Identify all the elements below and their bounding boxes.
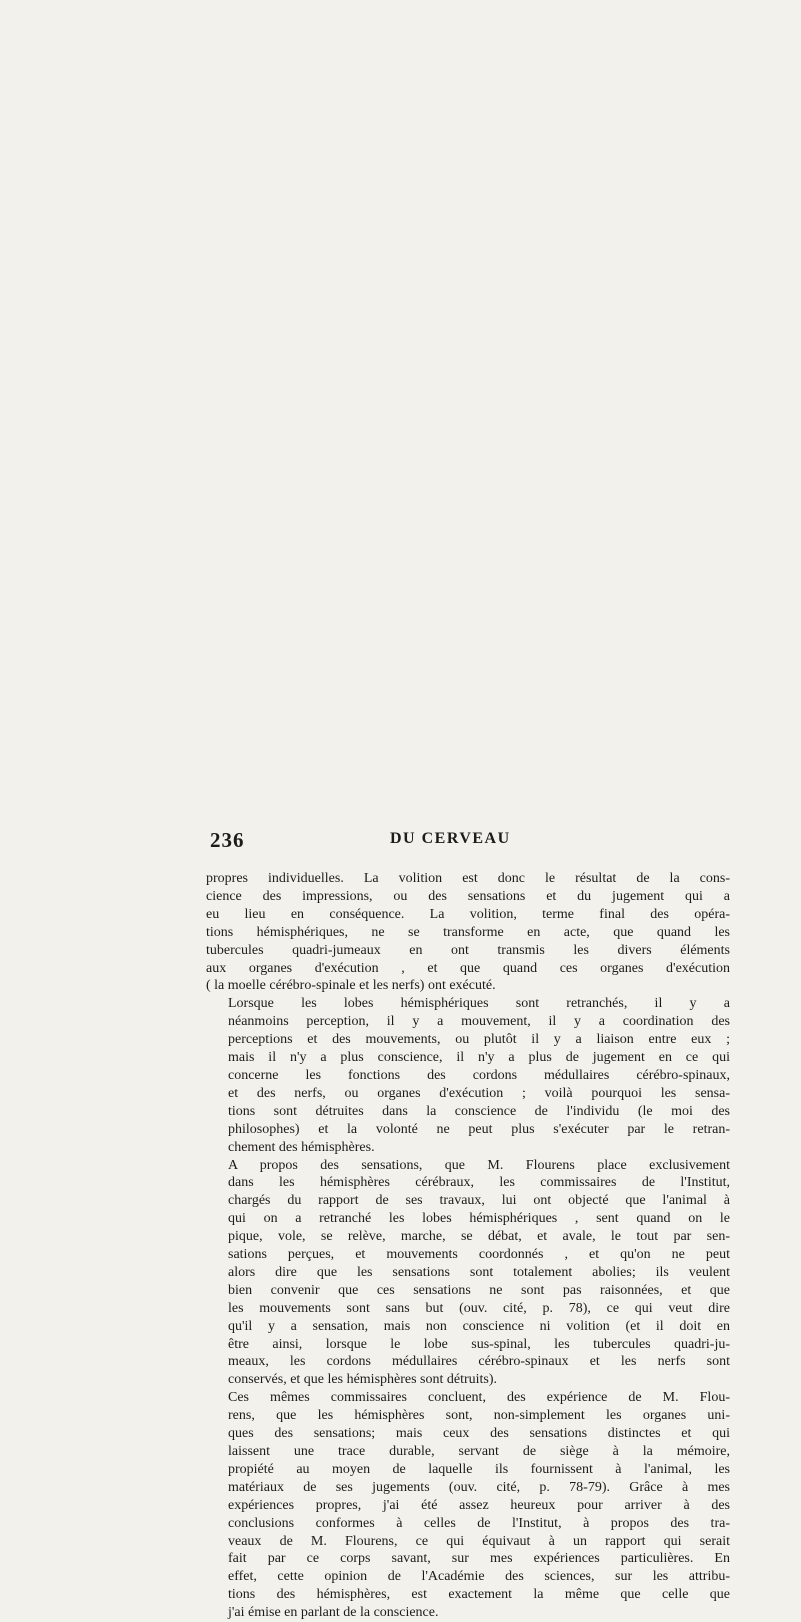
paragraph xyxy=(206,995,730,1156)
text-line: conservés, et que les hémisphères sont détruits). xyxy=(228,1372,498,1388)
text-line: ques des sensations; mais ceux des sensations distinctes et qui xyxy=(228,1426,730,1442)
text-line: Ces mêmes commissaires concluent, des expérience de M. Flou- xyxy=(228,1390,730,1406)
text-line: tions sont détruites dans la conscience de l'individu (le moi des xyxy=(228,1103,730,1119)
body-text xyxy=(206,870,730,1622)
text-line: A propos des sensations, que M. Flourens place exclusivement xyxy=(228,1157,730,1173)
text-line: cience des impressions, ou des sensations et du jugement qui a xyxy=(206,888,730,904)
text-line: philosophes) et la volonté ne peut plus s'exécuter par le retran- xyxy=(228,1121,730,1137)
text-line: perceptions et des mouvements, ou plutôt il y a liaison entre eux ; xyxy=(228,1032,730,1048)
text-line: qui on a retranché les lobes hémisphériques , sent quand on le xyxy=(228,1211,730,1227)
text-line: ( la moelle cérébro-spinale et les nerfs) ont exécuté. xyxy=(206,978,496,994)
text-line: rens, que les hémisphères sont, non-simplement les organes uni- xyxy=(228,1408,730,1424)
text-line: mais il n'y a plus conscience, il n'y a plus de jugement en ce qui xyxy=(228,1050,730,1066)
text-line: sations perçues, et mouvements coordonnés , et qu'on ne peut xyxy=(228,1247,730,1263)
text-line: meaux, les cordons médullaires cérébro-spinaux et les nerfs sont xyxy=(228,1354,730,1370)
text-line: tions hémisphériques, ne se transforme en acte, que quand les xyxy=(206,924,730,940)
text-line: propres individuelles. La volition est donc le résultat de la cons- xyxy=(206,871,730,886)
text-line: néanmoins perception, il y a mouvement, il y a coordination des xyxy=(228,1014,730,1030)
text-line: effet, cette opinion de l'Académie des sciences, sur les attribu- xyxy=(228,1569,730,1585)
paragraph xyxy=(206,1157,730,1390)
text-line: et des nerfs, ou organes d'exécution ; voilà pourquoi les sensa- xyxy=(228,1085,730,1101)
text-line: dans les hémisphères cérébraux, les commissaires de l'Institut, xyxy=(228,1175,730,1191)
text-line: être ainsi, lorsque le lobe sus-spinal, les tubercules quadri-ju- xyxy=(228,1336,730,1352)
text-line: veaux de M. Flourens, ce qui équivaut à un rapport qui serait xyxy=(228,1533,730,1549)
text-line: j'ai émise en parlant de la conscience. xyxy=(228,1605,439,1621)
page-number: 236 xyxy=(210,828,245,852)
paragraph xyxy=(206,870,730,995)
text-line: fait par ce corps savant, sur mes expériences particulières. En xyxy=(228,1551,730,1567)
text-line: Lorsque les lobes hémisphériques sont retranchés, il y a xyxy=(228,996,730,1012)
text-line: propiété au moyen de laquelle ils fournissent à l'animal, les xyxy=(228,1461,730,1477)
text-line: bien convenir que ces sensations ne sont pas raisonnées, et que xyxy=(228,1282,730,1298)
text-line: chargés du rapport de ses travaux, lui ont objecté que l'animal à xyxy=(228,1193,730,1209)
text-line: conclusions conformes à celles de l'Institut, à propos des tra- xyxy=(228,1515,730,1531)
text-line: chement des hémisphères. xyxy=(228,1139,375,1155)
text-line: alors dire que les sensations sont totalement abolies; ils veulent xyxy=(228,1264,730,1280)
running-head: DU CERVEAU xyxy=(390,830,511,847)
page-header xyxy=(210,828,730,858)
text-line: matériaux de ses jugements (ouv. cité, p. 78-79). Grâce à mes xyxy=(228,1479,730,1495)
text-line: concerne les fonctions des cordons médullaires cérébro-spinaux, xyxy=(228,1067,730,1083)
text-line: les mouvements sont sans but (ouv. cité, p. 78), ce qui veut dire xyxy=(228,1300,730,1316)
text-line: tubercules quadri-jumeaux en ont transmis les divers éléments xyxy=(206,942,730,958)
text-line: tions des hémisphères, est exactement la même que celle que xyxy=(228,1587,730,1603)
paragraph xyxy=(206,1389,730,1622)
text-line: pique, vole, se relève, marche, se débat, et avale, le tout par sen- xyxy=(228,1229,730,1245)
text-line: qu'il y a sensation, mais non conscience ni volition (et il doit en xyxy=(228,1318,730,1334)
text-line: laissent une trace durable, servant de siège à la mémoire, xyxy=(228,1444,730,1459)
text-line: expériences propres, j'ai été assez heureux pour arriver à des xyxy=(228,1497,730,1513)
text-line: aux organes d'exécution , et que quand ces organes d'exécution xyxy=(206,960,730,976)
text-line: eu lieu en conséquence. La volition, terme final des opéra- xyxy=(206,906,730,922)
